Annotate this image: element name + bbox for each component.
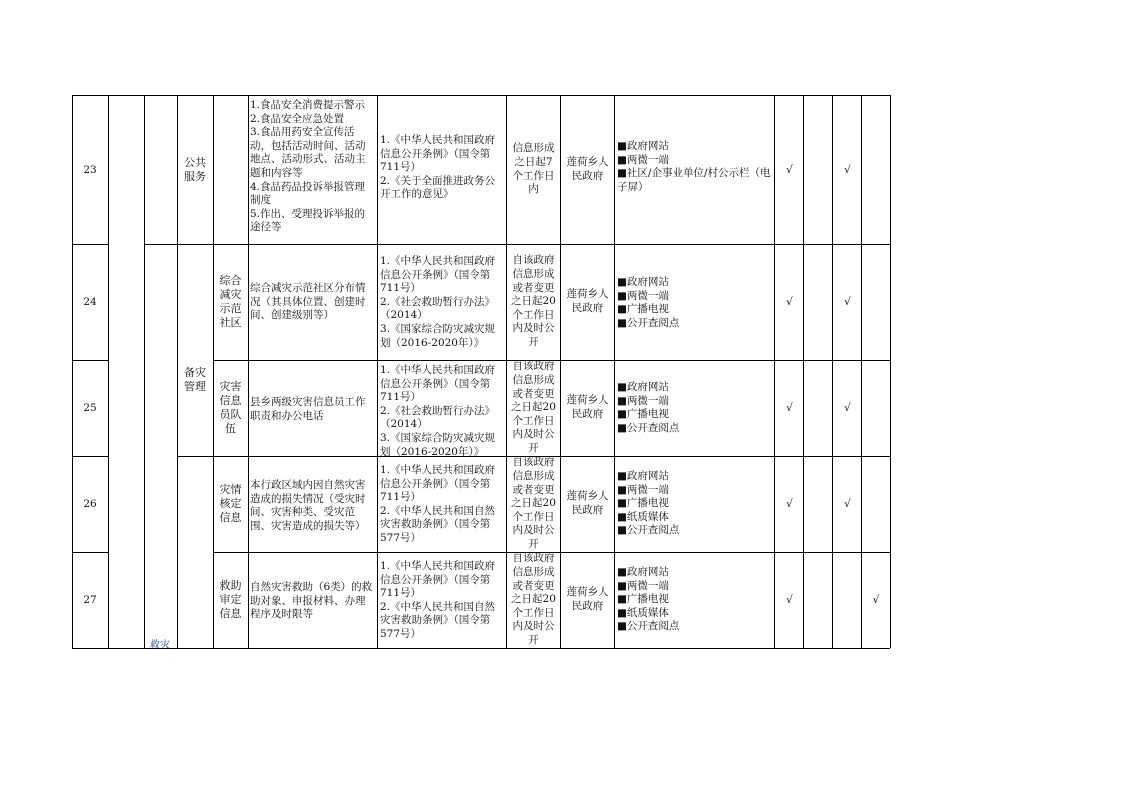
row-number-text: 25 — [83, 402, 97, 414]
mark-cell-3 — [833, 456, 862, 552]
subject-cell — [561, 95, 614, 244]
mark-cell-2 — [804, 360, 833, 456]
basis-cell: 1.《中华人民共和国政府信息公开条例》（国令第711号） 2.《社会救助暂行办法》（2014） 3.《国家综合防灾减灾规划（2016-2020年）》 — [380, 364, 496, 456]
row-number-text: 26 — [83, 498, 97, 510]
content-cell: 县乡两级灾害信息员工作职责和办公电话 — [250, 396, 366, 422]
check-mark: √ — [786, 498, 793, 510]
item-text: 综合减灾示范社区 — [219, 274, 242, 329]
mark-cell-2 — [804, 244, 833, 360]
time-text: 自该政府信息形成或者变更之日起20个工作日内及时公开 — [511, 254, 556, 348]
grid-line — [177, 95, 178, 648]
grid-line — [72, 456, 108, 457]
item-text: 灾害信息员队伍 — [219, 380, 242, 435]
check-mark: √ — [786, 402, 793, 414]
subject-text: 莲荷乡人民政府 — [566, 155, 609, 182]
grid-line — [614, 95, 615, 648]
channels-cell: ■政府网站 ■两微一端 ■广播电视 ■纸质媒体 ■公开查阅点 — [617, 470, 680, 537]
subject-text: 莲荷乡人民政府 — [566, 394, 609, 420]
row-number-text: 24 — [83, 296, 97, 308]
row-number — [72, 456, 108, 552]
grid-line — [861, 95, 862, 648]
channels-cell: ■政府网站 ■两微一端 ■社区/企事业单位/村公示栏（电子屏） — [617, 140, 771, 193]
mark-cell-4 — [862, 244, 890, 360]
content-cell: 自然灾害救助（6类）的救助对象、申报材料、办理程序及时限等 — [250, 581, 373, 621]
time-text: 自该政府信息形成或者变更之日起20个工作日内及时公开 — [511, 360, 556, 454]
time-cell — [507, 95, 560, 244]
subject-cell — [561, 244, 614, 360]
content-cell: 1.食品安全消费提示警示 2.食品安全应急处置 3.食品用药安全宣传活动，包括活动时间、活动地点、活动形式、活动主题和内容等 4.食品药品投诉举报管理制度 5.作出、受理投诉举报的途径等 — [250, 99, 366, 234]
grid-line — [72, 244, 108, 245]
subject-text: 莲荷乡人民政府 — [566, 586, 609, 612]
mark-cell-4 — [862, 552, 890, 648]
grid-line — [890, 95, 891, 648]
channels-cell: ■政府网站 ■两微一端 ■广播电视 ■纸质媒体 ■公开查阅点 — [617, 566, 680, 633]
check-mark: √ — [844, 498, 851, 510]
item-cell — [213, 456, 248, 552]
item-cell — [213, 552, 248, 648]
category-cell — [177, 95, 213, 244]
mark-cell-2 — [804, 552, 833, 648]
mark-cell-3 — [833, 552, 862, 648]
grid-line — [72, 95, 73, 648]
mark-cell-1 — [775, 360, 804, 456]
grid-line — [72, 648, 890, 649]
grid-line — [774, 95, 775, 648]
mark-cell-1 — [775, 244, 804, 360]
row-number — [72, 244, 108, 360]
check-mark: √ — [844, 163, 851, 176]
mark-cell-3 — [833, 95, 862, 244]
basis-cell: 1.《中华人民共和国政府信息公开条例》（国令第711号） 2.《关于全面推进政务公开工作的意见》 — [380, 134, 496, 201]
time-text: 自该政府信息形成或者变更之日起20个工作日内及时公开 — [511, 552, 556, 646]
mark-cell-3 — [833, 360, 862, 456]
mark-cell-1 — [775, 95, 804, 244]
mark-cell-4 — [862, 456, 890, 552]
check-mark: √ — [844, 296, 851, 308]
basis-cell: 1.《中华人民共和国政府信息公开条例》（国令第711号） 2.《中华人民共和国自然灾害救助条例》（国令第577号） — [380, 560, 496, 640]
grid-line — [248, 95, 249, 648]
grid-line — [832, 95, 833, 648]
grid-line — [72, 95, 890, 96]
time-cell — [507, 552, 560, 648]
row-number-text: 23 — [83, 163, 97, 176]
grid-line — [177, 456, 890, 457]
category-disaster-prep: 备灾管理 — [184, 366, 206, 393]
check-mark: √ — [844, 402, 851, 414]
row-number — [72, 95, 108, 244]
category-public-service: 公共服务 — [184, 155, 206, 183]
mark-cell-1 — [775, 552, 804, 648]
mark-cell-4 — [862, 360, 890, 456]
item-cell — [213, 244, 248, 360]
grid-line — [213, 95, 214, 648]
check-mark: √ — [786, 594, 793, 606]
grid-line — [560, 95, 561, 648]
grid-line — [377, 95, 378, 648]
check-mark: √ — [786, 163, 793, 176]
subject-text: 莲荷乡人民政府 — [566, 490, 609, 516]
item-text: 灾情核定信息 — [219, 483, 242, 524]
basis-cell: 1.《中华人民共和国政府信息公开条例》（国令第711号） 2.《社会救助暂行办法》（2014） 3.《国家综合防灾减灾规划（2016-2020年）》 — [380, 255, 496, 349]
time-cell — [507, 360, 560, 456]
channels-cell: ■政府网站 ■两微一端 ■广播电视 ■公开查阅点 — [617, 381, 680, 434]
subject-cell — [561, 456, 614, 552]
mark-cell-3 — [833, 244, 862, 360]
grid-line — [108, 95, 109, 648]
check-mark: √ — [872, 594, 880, 606]
grid-line — [213, 552, 890, 553]
time-text: 信息形成之日起7个工作日内 — [512, 142, 555, 196]
check-mark: √ — [786, 296, 793, 308]
subject-text: 莲荷乡人民政府 — [566, 288, 609, 314]
mark-cell-2 — [804, 95, 833, 244]
row-number — [72, 360, 108, 456]
row-number-text: 27 — [83, 594, 97, 606]
mark-cell-4 — [862, 95, 890, 244]
subject-cell — [561, 360, 614, 456]
time-text: 自该政府信息形成或者变更之日起20个工作日内及时公开 — [511, 456, 556, 550]
row-number — [72, 552, 108, 648]
item-cell — [213, 360, 248, 456]
item-text: 救助审定信息 — [219, 579, 242, 620]
mark-cell-1 — [775, 456, 804, 552]
grid-line — [72, 552, 108, 553]
category-cell — [177, 244, 213, 456]
grid-line — [803, 95, 804, 648]
grid-line — [144, 244, 890, 245]
category-relief-cut: 救灾 — [150, 640, 170, 651]
grid-line — [144, 95, 145, 648]
mark-cell-2 — [804, 456, 833, 552]
time-cell — [507, 244, 560, 360]
content-cell: 本行政区域内因自然灾害造成的损失情况（受灾时间、灾害种类、受灾范围、灾害造成的损失等） — [250, 479, 366, 532]
grid-line — [72, 360, 108, 361]
grid-line — [506, 95, 507, 648]
channels-cell: ■政府网站 ■两微一端 ■广播电视 ■公开查阅点 — [617, 276, 680, 329]
grid-line — [213, 360, 890, 361]
content-cell: 综合减灾示范社区分布情况（其具体位置、创建时间、创建级别等） — [250, 282, 366, 322]
subject-cell — [561, 552, 614, 648]
time-cell — [507, 456, 560, 552]
basis-cell: 1.《中华人民共和国政府信息公开条例》（国令第711号） 2.《中华人民共和国自然灾害救助条例》（国令第577号） — [380, 464, 496, 544]
